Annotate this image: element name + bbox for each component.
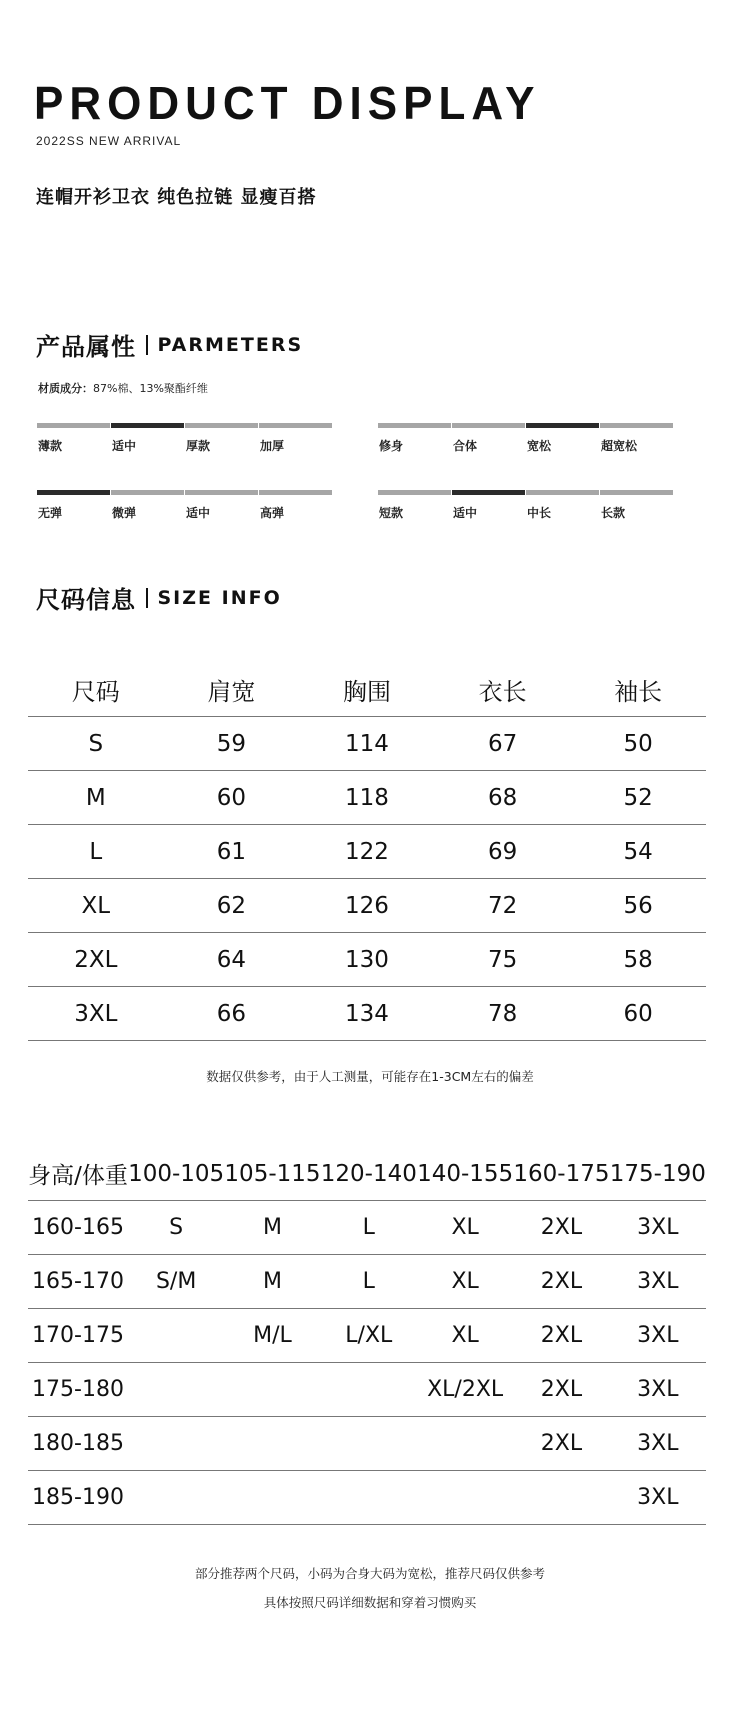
scale-segment-selected: [452, 490, 525, 495]
scale-segment: [600, 490, 673, 495]
scale-option: [600, 423, 673, 454]
scale-option: [185, 423, 258, 454]
table-cell: 60: [623, 1000, 653, 1027]
scale-label: 修身: [379, 439, 404, 453]
scale-label: 长款: [601, 506, 626, 520]
product-name: 连帽开衫卫衣 纯色拉链 显瘦百搭: [36, 187, 317, 208]
column-header: 胸围: [342, 678, 391, 706]
column-header: 120-140: [320, 1160, 417, 1187]
scale-option: [600, 490, 673, 521]
table-row: [28, 1417, 706, 1471]
table-cell: [417, 1471, 513, 1525]
table-cell: 3XL: [637, 1377, 679, 1402]
scale-option: [378, 423, 451, 454]
table-cell: 68: [487, 784, 518, 811]
recommendation-table: [28, 1147, 706, 1525]
scale-segment-selected: [111, 423, 184, 428]
scale-segment-selected: [526, 423, 599, 428]
table-cell: M: [262, 1269, 282, 1294]
scale-segment: [378, 423, 451, 428]
scale-segment: [526, 490, 599, 495]
table-cell: M: [262, 1215, 282, 1240]
table-cell: 175-180: [32, 1377, 124, 1402]
table-cell: 2XL: [540, 1215, 583, 1240]
table-cell: XL: [451, 1323, 479, 1348]
column-header: 160-175: [513, 1160, 610, 1187]
scale-segment: [111, 490, 184, 495]
size-info-heading: [36, 580, 282, 615]
table-cell: L: [362, 1215, 375, 1240]
column-header: 140-155: [417, 1160, 514, 1187]
table-cell: M: [85, 784, 106, 811]
table-cell: 3XL: [637, 1485, 679, 1510]
table-cell: 134: [345, 1000, 389, 1027]
table-cell: 3XL: [637, 1431, 679, 1456]
recommendation-note-line1: 部分推荐两个尺码，小码为合身大码为宽松，推荐尺码仅供参考: [194, 1566, 545, 1581]
table-cell: 67: [487, 730, 518, 757]
scale-label: 无弹: [38, 506, 63, 520]
table-header-row: [28, 663, 706, 717]
table-cell: 165-170: [32, 1269, 124, 1294]
size-info-title-cn: 尺码信息: [36, 586, 136, 614]
scale-label: 宽松: [527, 439, 552, 453]
material-composition: [38, 380, 208, 396]
table-cell: 60: [216, 784, 247, 811]
scale-option: [111, 423, 184, 454]
column-header: 105-115: [224, 1160, 321, 1187]
table-cell: 52: [623, 784, 653, 811]
size-info-title-en: SIZE INFO: [157, 586, 282, 609]
table-cell: XL: [451, 1215, 479, 1240]
fit-scale: [378, 423, 674, 454]
table-cell: S: [88, 730, 104, 757]
scale-segment: [37, 423, 110, 428]
table-cell: [128, 1471, 224, 1525]
parameters-title-cn: 产品属性: [36, 333, 136, 361]
table-cell: 50: [623, 730, 653, 757]
table-cell: [128, 1417, 224, 1471]
table-cell: 3XL: [637, 1269, 679, 1294]
table-cell: L/XL: [345, 1323, 393, 1348]
table-row: [28, 1363, 706, 1417]
table-row: [28, 771, 706, 825]
scale-label: 厚款: [186, 439, 211, 453]
scale-segment: [600, 423, 673, 428]
table-cell: 160-165: [32, 1215, 124, 1240]
scale-option: [37, 490, 110, 521]
scale-label: 中长: [527, 506, 552, 520]
scale-option: [452, 490, 525, 521]
table-cell: 3XL: [637, 1215, 679, 1240]
table-row: [28, 1471, 706, 1525]
table-cell: 130: [345, 946, 389, 973]
table-cell: L: [89, 838, 103, 865]
table-cell: M/L: [253, 1323, 292, 1348]
scale-option: [526, 490, 599, 521]
length-scale: [378, 490, 674, 521]
column-header: 肩宽: [207, 678, 256, 706]
table-cell: 59: [216, 730, 247, 757]
table-cell: 3XL: [74, 1000, 118, 1027]
scale-segment-selected: [37, 490, 110, 495]
table-cell: [128, 1309, 224, 1363]
table-row: [28, 1255, 706, 1309]
table-cell: 54: [623, 838, 653, 865]
table-cell: [321, 1417, 417, 1471]
table-cell: 69: [487, 838, 518, 865]
parameters-title-en: PARMETERS: [157, 333, 304, 356]
table-cell: [128, 1363, 224, 1417]
table-row: [28, 717, 706, 771]
table-cell: XL/2XL: [427, 1377, 504, 1402]
table-row: [28, 987, 706, 1041]
table-cell: L: [362, 1269, 375, 1294]
scale-option: [452, 423, 525, 454]
table-cell: [224, 1363, 320, 1417]
table-cell: 180-185: [32, 1431, 124, 1456]
table-cell: 62: [216, 892, 247, 919]
table-cell: [417, 1417, 513, 1471]
table-cell: 64: [216, 946, 247, 973]
table-header-row: [28, 1147, 706, 1201]
scale-option: [378, 490, 451, 521]
table-cell: 2XL: [540, 1269, 583, 1294]
scale-option: [185, 490, 258, 521]
material-label: 材质成分：: [38, 382, 93, 395]
table-row: [28, 879, 706, 933]
scale-label: 适中: [186, 506, 211, 520]
table-cell: S: [169, 1215, 184, 1240]
parameters-heading: [36, 327, 303, 362]
collection-subtitle: 2022SS NEW ARRIVAL: [36, 134, 182, 148]
table-row: [28, 1309, 706, 1363]
scale-segment: [378, 490, 451, 495]
column-header: 175-190: [609, 1160, 706, 1187]
column-header: 衣长: [478, 678, 527, 706]
table-cell: [224, 1417, 320, 1471]
table-cell: S/M: [155, 1269, 197, 1294]
table-cell: XL: [451, 1269, 479, 1294]
column-header: 100-105: [128, 1160, 225, 1187]
scale-label: 高弹: [260, 506, 285, 520]
scale-option: [259, 423, 332, 454]
table-cell: 58: [623, 946, 653, 973]
table-cell: 2XL: [540, 1323, 583, 1348]
table-cell: 72: [487, 892, 518, 919]
column-header: 尺码: [71, 678, 120, 706]
scale-label: 薄款: [38, 439, 63, 453]
scale-label: 超宽松: [601, 439, 638, 453]
scale-option: [259, 490, 332, 521]
table-row: [28, 933, 706, 987]
table-cell: 78: [487, 1000, 518, 1027]
table-cell: [321, 1363, 417, 1417]
table-cell: 3XL: [637, 1323, 679, 1348]
table-cell: 61: [216, 838, 247, 865]
scale-segment: [259, 423, 332, 428]
scale-segment: [452, 423, 525, 428]
table-cell: [513, 1471, 609, 1525]
scale-label: 合体: [453, 439, 478, 453]
table-cell: XL: [81, 892, 111, 919]
heading-divider: [146, 335, 148, 355]
thickness-scale: [37, 423, 333, 454]
column-header: 袖长: [614, 678, 663, 706]
scale-segment: [185, 490, 258, 495]
size-table: [28, 663, 706, 1041]
page-title: PRODUCT DISPLAY: [34, 78, 541, 130]
scale-option: [37, 423, 110, 454]
table-cell: 122: [345, 838, 389, 865]
table-cell: 114: [345, 730, 389, 757]
scale-label: 适中: [112, 439, 137, 453]
scale-label: 微弹: [112, 506, 137, 520]
table-row: [28, 825, 706, 879]
table-cell: 66: [216, 1000, 247, 1027]
scale-option: [526, 423, 599, 454]
table-row: [28, 1201, 706, 1255]
table-cell: 170-175: [32, 1323, 124, 1348]
scale-label: 短款: [379, 506, 404, 520]
scale-segment: [185, 423, 258, 428]
scale-label: 加厚: [260, 439, 285, 453]
table-cell: [224, 1471, 320, 1525]
table-cell: 126: [345, 892, 389, 919]
column-header: 身高/体重: [28, 1163, 128, 1189]
scale-segment: [259, 490, 332, 495]
table-cell: 75: [487, 946, 518, 973]
scale-label: 适中: [453, 506, 478, 520]
table-cell: 2XL: [540, 1377, 583, 1402]
recommendation-note-line2: 具体按照尺码详细数据和穿着习惯购买: [263, 1595, 477, 1610]
table-cell: 118: [345, 784, 389, 811]
table-cell: 56: [623, 892, 653, 919]
table-cell: 2XL: [74, 946, 118, 973]
scale-option: [111, 490, 184, 521]
heading-divider: [146, 588, 148, 608]
table-cell: 2XL: [540, 1431, 583, 1456]
table-cell: 185-190: [32, 1485, 124, 1510]
size-note: 数据仅供参考，由于人工测量，可能存在1-3CM左右的偏差: [206, 1069, 534, 1084]
elasticity-scale: [37, 490, 333, 521]
table-cell: [321, 1471, 417, 1525]
material-value: 87%棉、13%聚酯纤维: [93, 382, 208, 395]
